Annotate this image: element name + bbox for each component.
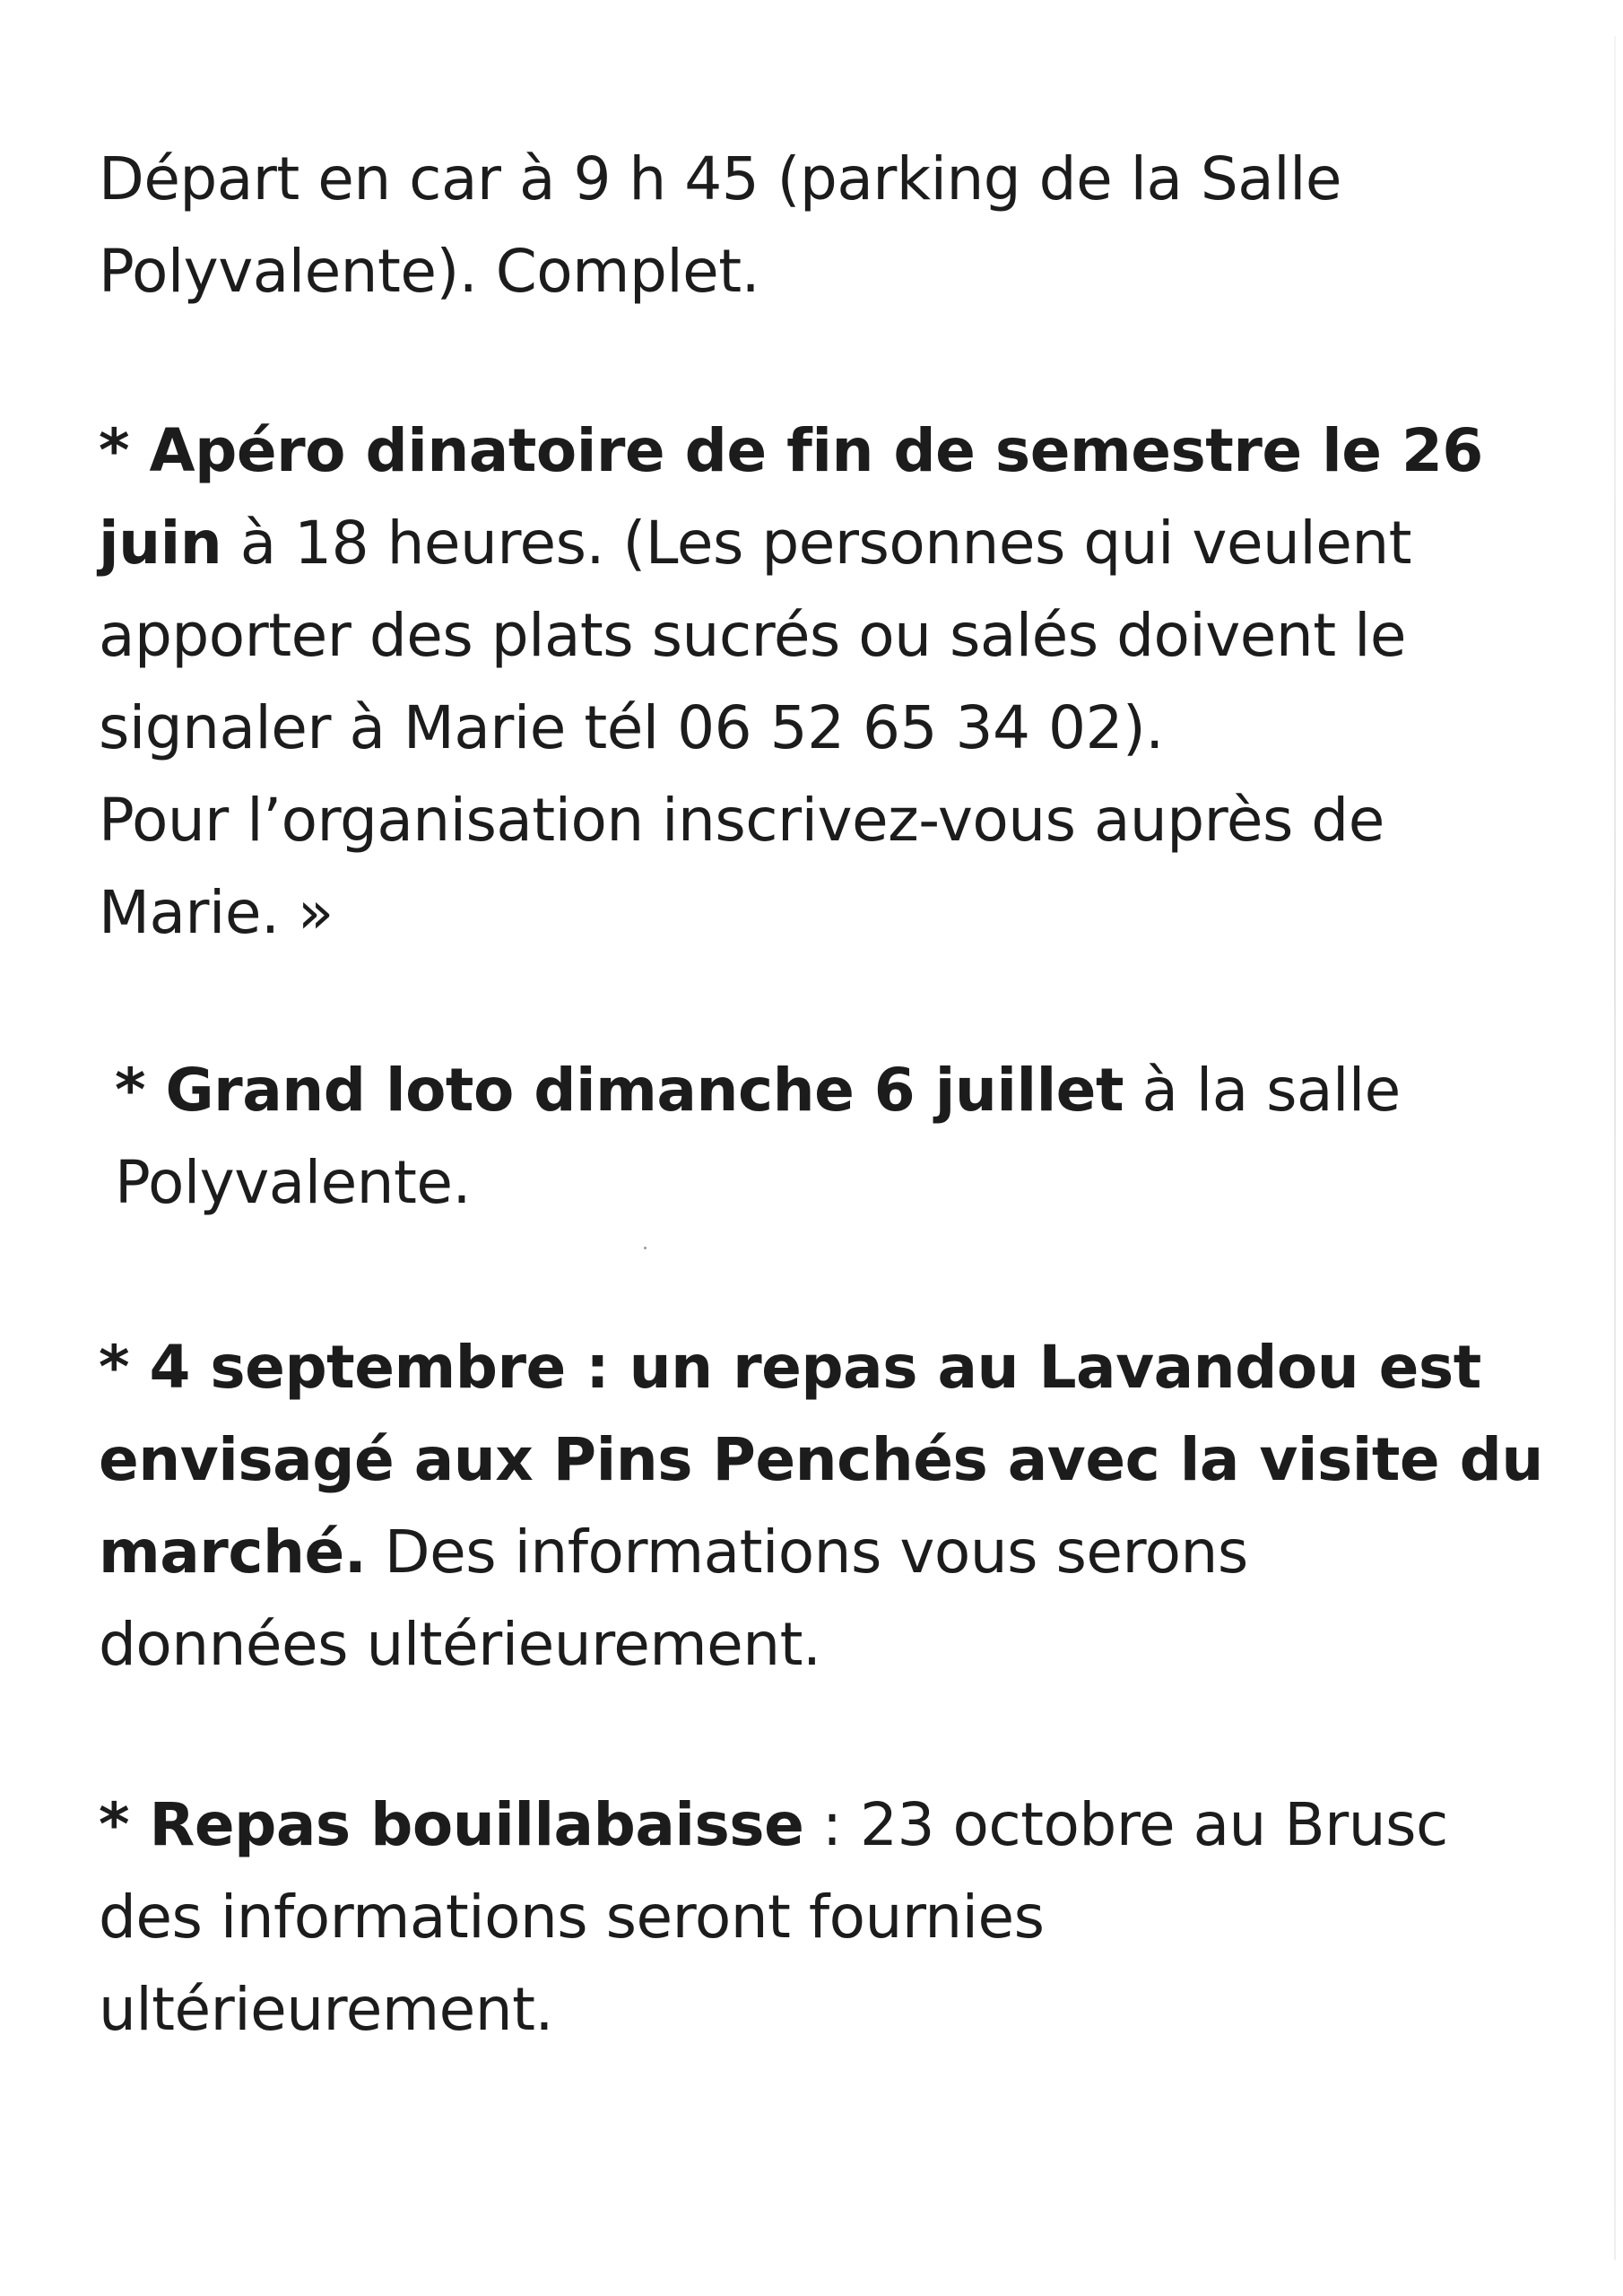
apero-heading-line-1: * Apéro dinatoire de fin de semestre le 26 [99,416,1483,485]
septembre-heading-line-3: marché. [99,1518,367,1587]
bouillabaisse-line-2: des informations seront fournies [99,1883,1045,1952]
loto-line-1 [115,1044,1549,1136]
septembre-heading-line-1: * 4 septembre : un repas au Lavandou est [99,1333,1481,1402]
apero-line-3: apporter des plats sucrés ou salés doivent le [99,601,1407,670]
apero-line-4: signaler à Marie tél 06 52 65 34 02). [99,693,1164,762]
septembre-heading-line-2: envisagé aux Pins Penchés avec la visite du [99,1425,1543,1494]
scan-speck [644,1247,647,1249]
loto-line-2: Polyvalente. [115,1148,471,1217]
loto-line-1-rest: à la salle [1124,1056,1401,1125]
septembre-line-3 [99,1506,1533,1598]
paragraph-loto [115,1044,1549,1229]
paragraph-bouillabaisse [99,1779,1533,2056]
bouillabaisse-line-1 [99,1779,1533,1871]
septembre-line-3-rest: Des informations vous serons [366,1518,1248,1587]
paragraph-depart [99,133,1533,317]
depart-line-1: Départ en car à 9 h 45 (parking de la Salle [99,144,1342,213]
loto-heading: * Grand loto dimanche 6 juillet [115,1056,1124,1125]
septembre-line-4: données ultérieurement. [99,1610,821,1679]
paragraph-septembre [99,1321,1543,1691]
bouillabaisse-heading: * Repas bouillabaisse [99,1790,804,1859]
apero-heading-line-2: juin [99,509,222,578]
apero-line-5: Pour l’organisation inscrivez-vous auprès de [99,786,1384,855]
apero-line-6: Marie. » [99,878,334,947]
depart-line-2: Polyvalente). Complet. [99,237,760,306]
bouillabaisse-line-3: ultérieurement. [99,1975,553,2044]
paragraph-apero [99,404,1533,959]
apero-line-2 [99,497,1533,589]
apero-line-2-rest: à 18 heures. (Les personnes qui veulent [221,509,1412,578]
bouillabaisse-line-1-rest: : 23 octobre au Brusc [803,1790,1448,1859]
scan-edge-shadow [1614,36,1616,2260]
